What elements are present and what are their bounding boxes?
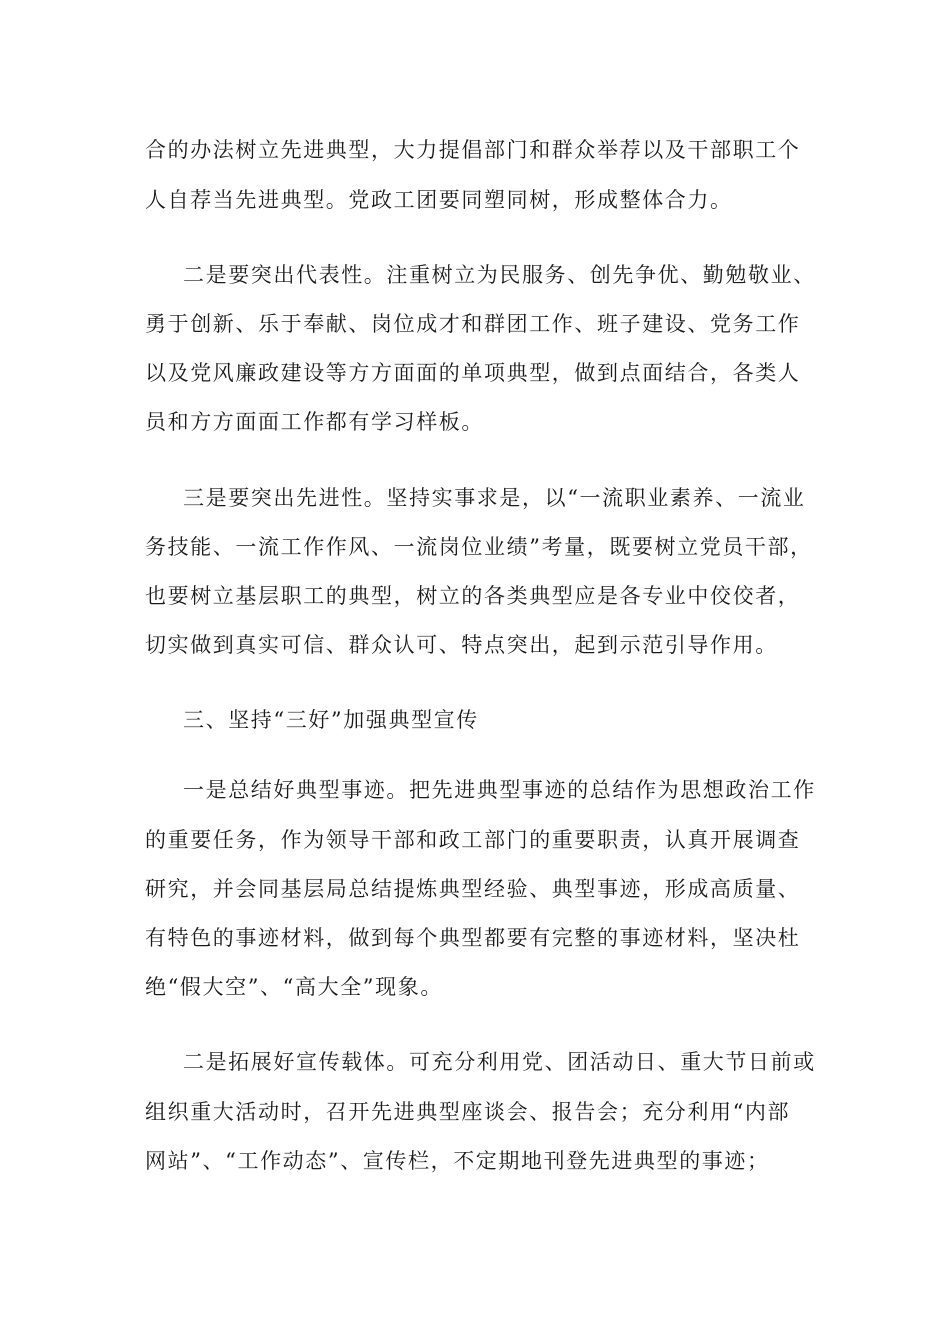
text-line: 勇于创新、乐于奉献、岗位成才和群团工作、班子建设、党务工作 [145, 312, 801, 336]
text-line: 研究，并会同基层局总结提炼典型经验、典型事迹，形成高质量、 [145, 877, 801, 901]
text-line: 网站”、“工作动态”、宣传栏，不定期地刊登先进典型的事迹； [145, 1149, 770, 1173]
text-line: 的重要任务，作为领导干部和政工部门的重要职责，认真开展调查 [145, 828, 801, 852]
text-line: 务技能、一流工作作风、一流岗位业绩”考量，既要树立党员干部， [145, 535, 813, 559]
text-line: 绝“假大空”、“高大全”现象。 [145, 975, 443, 999]
text-line: 合的办法树立先进典型，大力提倡部门和群众举荐以及干部职工个 [145, 138, 801, 162]
text-line: 也要树立基层职工的典型，树立的各类典型应是各专业中佼佼者， [145, 584, 801, 608]
paragraph-start-line: 一是总结好典型事迹。把先进典型事迹的总结作为思想政治工作 [183, 778, 816, 802]
section-heading: 三、坚持“三好”加强典型宣传 [183, 708, 479, 732]
text-line: 切实做到真实可信、群众认可、特点突出，起到示范引导作用。 [145, 633, 778, 657]
text-line: 组织重大活动时，召开先进典型座谈会、报告会；充分利用“内部 [145, 1100, 791, 1124]
text-line: 人自荐当先进典型。党政工团要同塑同树，形成整体合力。 [145, 188, 733, 212]
paragraph-start-line: 二是要突出代表性。注重树立为民服务、创先争优、勤勉敬业、 [183, 263, 816, 287]
text-line: 以及党风廉政建设等方方面面的单项典型，做到点面结合，各类人 [145, 361, 801, 385]
text-line: 有特色的事迹材料，做到每个典型都要有完整的事迹材料，坚决杜 [145, 926, 801, 950]
text-line: 员和方方面面工作都有学习样板。 [145, 410, 484, 434]
paragraph-start-line: 二是拓展好宣传载体。可充分利用党、团活动日、重大节日前或 [183, 1050, 816, 1074]
paragraph-start-line: 三是要突出先进性。坚持实事求是，以“一流职业素养、一流业 [183, 486, 806, 510]
